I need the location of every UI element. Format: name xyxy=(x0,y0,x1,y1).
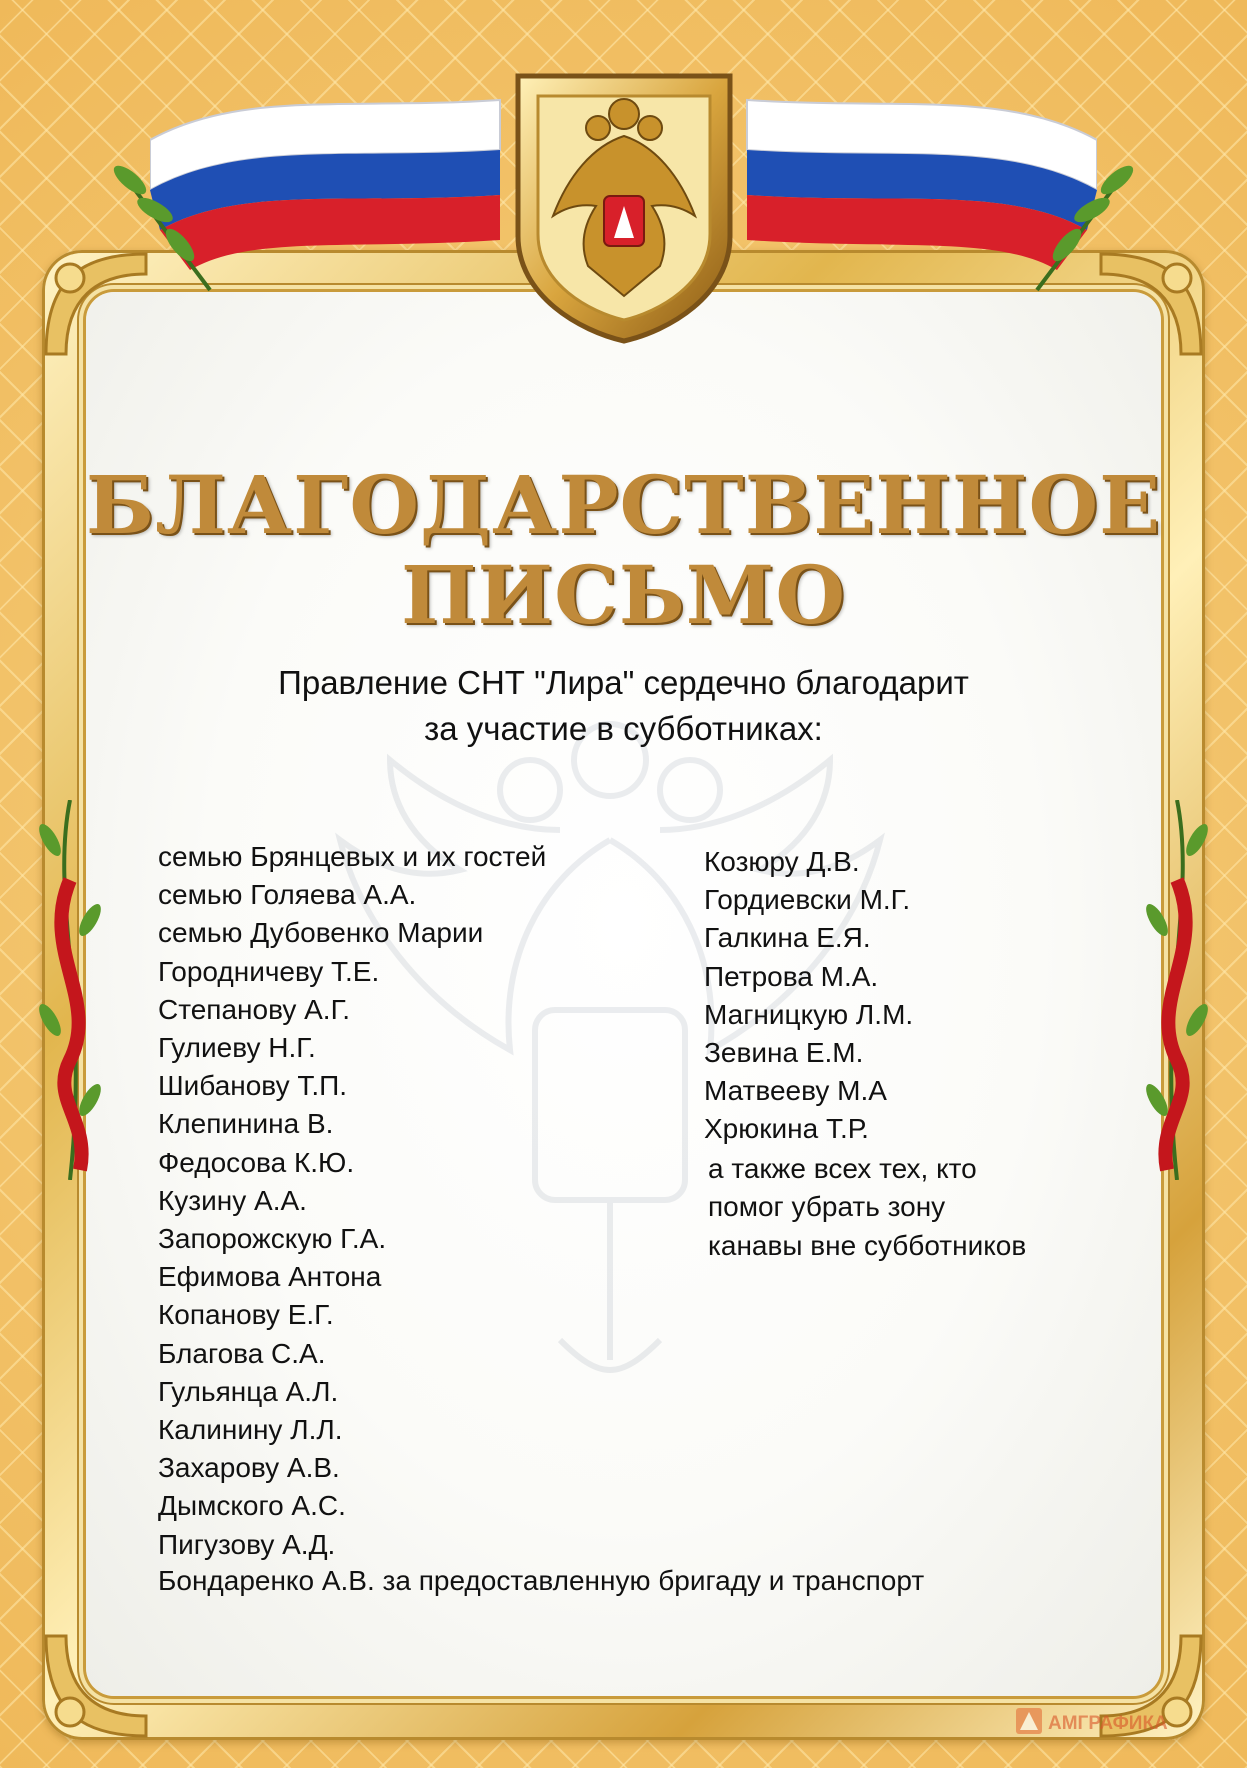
list-item: Копанову Е.Г. xyxy=(158,1299,334,1331)
laurel-branch-top-left-icon xyxy=(100,150,220,300)
list-item: Зевина Е.М. xyxy=(704,1037,864,1069)
list-item: Пигузову А.Д. xyxy=(158,1528,336,1560)
list-item: Запорожскую Г.А. xyxy=(158,1223,387,1255)
list-item: Степанову А.Г. xyxy=(158,993,351,1025)
laurel-branch-top-right-icon xyxy=(1027,150,1147,300)
intro-line-2: за участие в субботниках: xyxy=(424,710,823,747)
list-item: Дымского А.С. xyxy=(158,1490,346,1522)
final-thanks-line: Бондаренко А.В. за предоставленную бригаду и транспорт xyxy=(158,1565,925,1596)
coat-of-arms-emblem-icon xyxy=(498,66,750,344)
laurel-ribbon-left-icon xyxy=(30,800,110,1180)
list-item: Шибанову Т.П. xyxy=(158,1070,348,1102)
list-item: Гулиеву Н.Г. xyxy=(158,1032,316,1064)
closing-note-line-3: канавы вне субботников xyxy=(708,1230,1027,1261)
list-item: Петрова М.А. xyxy=(704,960,879,992)
closing-note-line-2: помог убрать зону xyxy=(708,1191,946,1222)
list-item: Матвееву М.А xyxy=(704,1075,887,1107)
list-item: Магницкую Л.М. xyxy=(704,998,914,1030)
list-item: Захарову А.В. xyxy=(158,1452,340,1484)
title-line-2: ПИСЬМО xyxy=(400,548,847,642)
list-item: Хрюкина Т.Р. xyxy=(704,1113,869,1145)
list-item: Кузину А.А. xyxy=(158,1184,307,1216)
left-names-list xyxy=(158,838,546,1564)
list-item: Гордиевски М.Г. xyxy=(704,884,911,916)
list-item: Благова С.А. xyxy=(158,1337,326,1369)
intro-line-1: Правление СНТ "Лира" сердечно благодарит xyxy=(278,664,969,701)
list-item: Клепинина В. xyxy=(158,1108,334,1140)
list-item: Гульянца А.Л. xyxy=(158,1375,339,1407)
list-item: семью Брянцевых и их гостей xyxy=(158,841,547,872)
list-item: Калинину Л.Л. xyxy=(158,1414,343,1446)
list-item: семью Голяева А.А. xyxy=(158,879,417,911)
list-item: Ефимова Антона xyxy=(158,1261,382,1293)
closing-note-line-1: а также всех тех, кто xyxy=(708,1153,977,1184)
list-item: Козюру Д.В. xyxy=(704,846,860,877)
list-item: семью Дубовенко Марии xyxy=(158,917,484,949)
title-line-1: БЛАГОДАРСТВЕННОЕ xyxy=(85,458,1162,552)
laurel-ribbon-right-icon xyxy=(1137,800,1217,1180)
right-names-list xyxy=(704,843,913,1149)
publisher-logo-icon xyxy=(1014,1702,1184,1740)
list-item: Галкина Е.Я. xyxy=(704,922,871,954)
publisher-logo-text: АМГРАФИКА xyxy=(1048,1713,1168,1734)
ornament-corner-bottom-left-icon xyxy=(36,1626,156,1746)
list-item: Городничеву Т.Е. xyxy=(158,955,380,987)
list-item: Федосова К.Ю. xyxy=(158,1146,355,1178)
